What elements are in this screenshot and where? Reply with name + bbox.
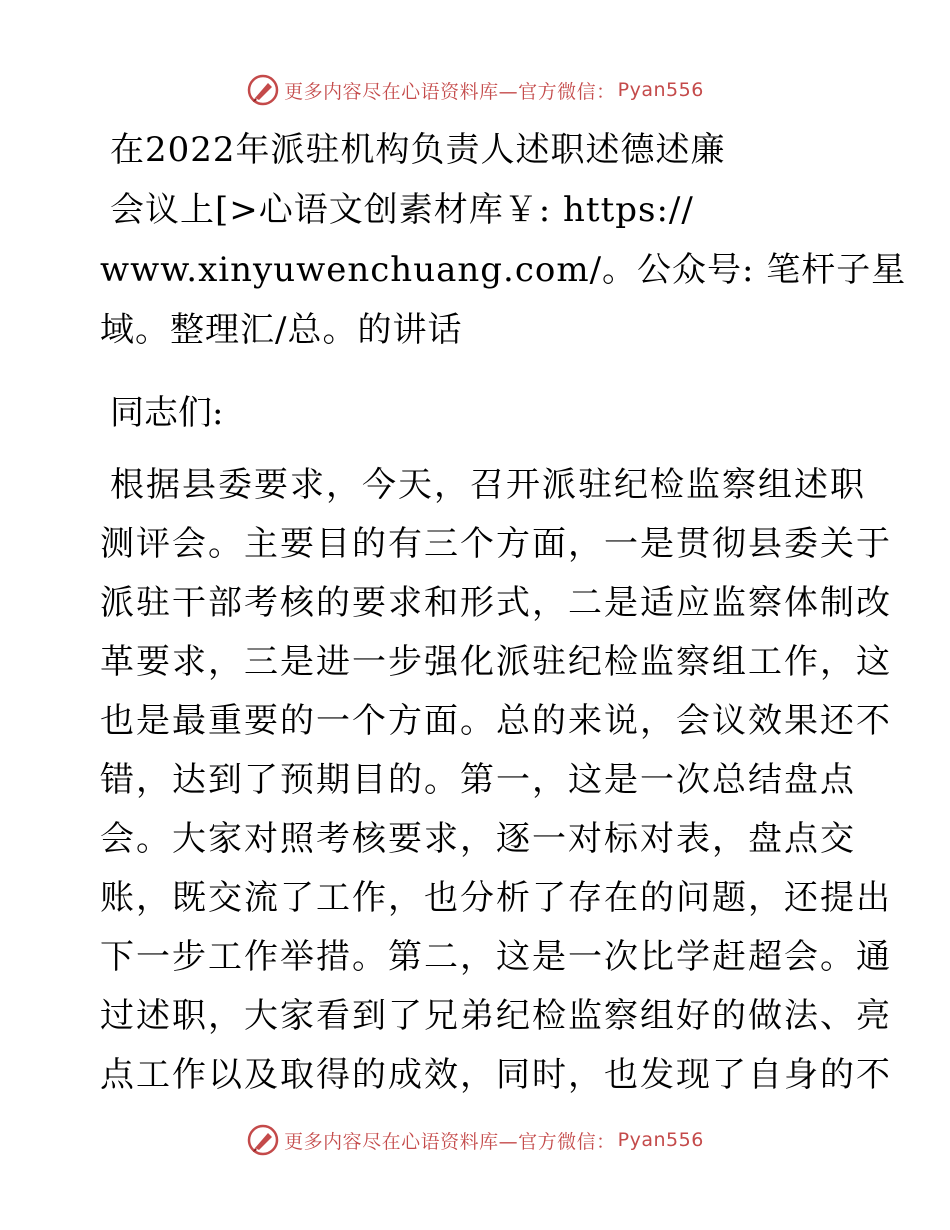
body-line: 革要求，三是进一步强化派驻纪检监察组工作，这 xyxy=(100,642,892,682)
title-line: 在2022年派驻机构负责人述职述德述廉 xyxy=(110,130,726,170)
body-line: 会。大家对照考核要求，逐一对标对表，盘点交 xyxy=(100,819,856,859)
body-line: 错，达到了预期目的。第一，这是一次总结盘点 xyxy=(100,760,856,800)
footer-watermark xyxy=(0,1120,950,1160)
pen-logo-icon xyxy=(246,73,280,107)
watermark-handle: Pyan556 xyxy=(617,79,704,101)
body-line: 根据县委要求，今天，召开派驻纪检监察组述职 xyxy=(110,465,866,505)
body-line: 测评会。主要目的有三个方面，一是贯彻县委关于 xyxy=(100,524,892,564)
watermark-text: 更多内容尽在心语资料库—官方微信： xyxy=(284,1130,616,1153)
header-watermark xyxy=(0,70,950,110)
body-line: 也是最重要的一个方面。总的来说，会议效果还不 xyxy=(100,701,892,741)
watermark-handle: Pyan556 xyxy=(617,1129,704,1151)
body-paragraph xyxy=(100,456,892,1105)
body-line: 点工作以及取得的成效，同时，也发现了自身的不 xyxy=(100,1055,892,1095)
title-line: 域。整理汇/总。的讲话 xyxy=(100,310,463,350)
title-line: 会议上[>心语文创素材库￥: https:// xyxy=(110,190,694,230)
body-line: 过述职，大家看到了兄弟纪检监察组好的做法、亮 xyxy=(100,996,892,1036)
body-line: 账，既交流了工作，也分析了存在的问题，还提出 xyxy=(100,878,892,918)
salutation: 同志们: xyxy=(110,393,224,433)
pen-logo-icon xyxy=(246,1123,280,1157)
body-line: 派驻干部考核的要求和形式，二是适应监察体制改 xyxy=(100,583,892,623)
body-line: 下一步工作举措。第二，这是一次比学赶超会。通 xyxy=(100,937,892,977)
watermark-text: 更多内容尽在心语资料库—官方微信： xyxy=(284,80,616,103)
document-title xyxy=(100,120,907,360)
title-line: www.xinyuwenchuang.com/。公众号: 笔杆子星 xyxy=(100,250,907,290)
